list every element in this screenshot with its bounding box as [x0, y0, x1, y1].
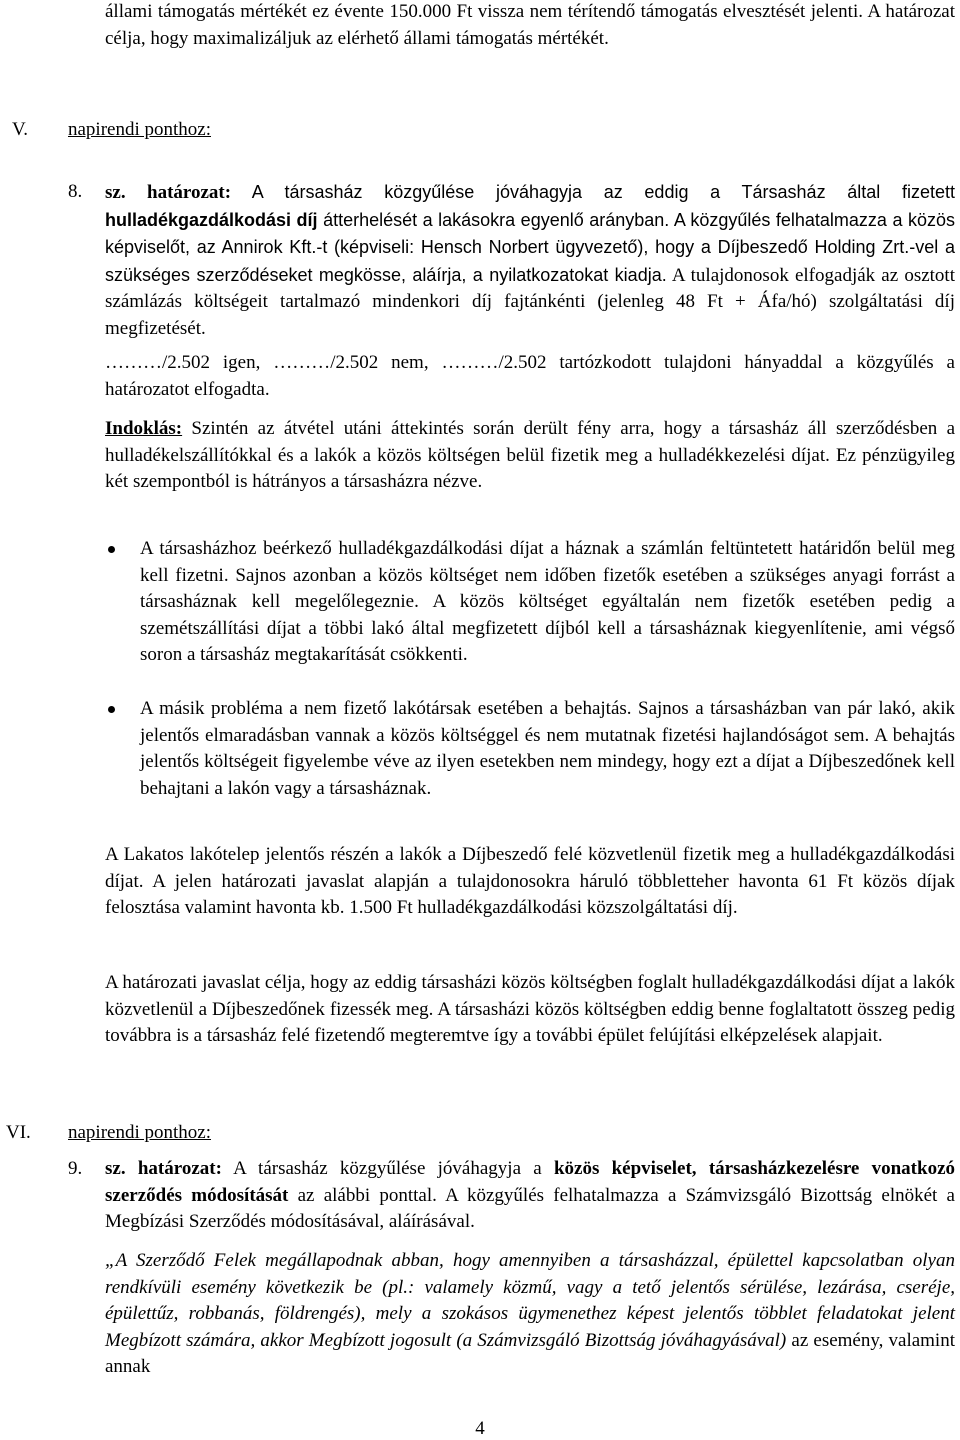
section-5-number: V.: [12, 119, 29, 140]
intro-line-2: jelenti. A határozat célja, hogy maximalizáljuk az elérhető állami támogatás mértékét.: [105, 1, 956, 49]
bullet-item-1: A társasházhoz beérkező hulladékgazdálkodási díjat a háznak a számlán feltüntetett határidőn belül meg kell fizetni. Sajnos azonban a közös költséget nem időben fizetők esetében a szükséges anyagi forrást a társasháznak kell megelőlegeznie. A közös költséget egyáltalán nem fizetők esetében pedig a szemétszállítási díjat a többi lakó által megfizetett díjból kell a társasháznak kiegyenlítenie, ami végső soron a társasház megtakarítását csökkenti.: [140, 538, 955, 665]
quote-tail: az esemény, valamint annak: [105, 1329, 955, 1377]
lakatos-paragraph: A Lakatos lakótelep jelentős részén a lakók a Díjbeszedő felé közvetlenül fizetik meg a hulladékgazdálkodási díjat. A jelen határozati javaslat alapján a tulajdonosokra háruló többletteher havonta 61 Ft közös díjak felosztása valamint havonta kb. 1.500 Ft hulladékgazdálkodási közszolgáltatási díj.: [105, 844, 955, 918]
intro-paragraph: [105, 0, 955, 52]
resolution-8-number: 8.: [68, 181, 83, 202]
resolution-8-text-1: A társasház közgyűlése jóváhagyja az eddig a Társasház által fizetett: [231, 182, 955, 202]
reasoning-paragraph: [105, 416, 955, 496]
contract-quote-paragraph: [105, 1248, 955, 1381]
bullet-dot-2: [108, 706, 115, 713]
resolution-8-fee-name: hulladékgazdálkodási díj: [105, 209, 318, 230]
quote-italic-text: „A Szerződő Felek megállapodnak abban, hogy amennyiben a társasházzal, épülettel kapcsolatban olyan rendkívüli esemény következik be (pl.: valamely közmű, vagy a tető jelentős sérülése, lezárása, cseréje, épülettűz, robbanás, földrengés), mely a szokásos ügymenethez képest jelentős többlet feladatokat jelent Megbízott számára, akkor Megbízott jogosult: [105, 1250, 955, 1351]
resolution-8-text-3: A közgyűlés felhatalmazza a közös képviselőt, az Annirok Kft.-t (képviseli: Hensch Norbert ügyvezető), hogy a Díjbeszedő Holding Zrt.-vel a szükséges szerződéseket megkösse, aláírja, a nyilatkozatokat kiadja.: [105, 209, 955, 285]
quote-parenthetical: (a Számvizsgáló Bizottság jóváhagyásával): [456, 1329, 787, 1351]
page-number: 4: [475, 1418, 485, 1439]
resolution-9-number: 9.: [68, 1158, 83, 1179]
reasoning-label: Indoklás:: [105, 418, 183, 439]
resolution-9-bold-phrase: közös képviselet, társasházkezelésre vonatkozó szerződés módosítását: [105, 1158, 956, 1206]
section-6-title: napirendi ponthoz:: [68, 1122, 211, 1143]
resolution-8-paragraph: [105, 179, 955, 342]
section-5-title: napirendi ponthoz:: [68, 119, 211, 140]
section-6-number: VI.: [6, 1122, 31, 1143]
resolution-8-label: sz. határozat:: [105, 182, 232, 203]
purpose-paragraph: A határozati javaslat célja, hogy az eddig társasházi közös költségben foglalt hulladékgazdálkodási díjat a lakók közvetlenül a Díjbeszedőnek fizessék meg. A társasházi közös költségben eddig benne foglaltatott összeg pedig továbbra is a társasház felé fizetendő megteremtve így a további épület felújítási elképzelések alapjait.: [105, 972, 955, 1046]
resolution-9-label: sz. határozat:: [105, 1158, 222, 1179]
bullet-dot-1: [108, 546, 115, 553]
reasoning-text: Szintén az átvétel utáni áttekintés során derült fény arra, hogy a társasház áll szerződésben a hulladékelszállítókkal és a lakók a közös költségen belül fizetik meg a hulladékkezelési díjat. Ez pénzügyileg két szempontból is hátrányos a társasházra nézve.: [105, 418, 955, 492]
resolution-9-paragraph: [105, 1156, 955, 1236]
bullet-item-2: A másik probléma a nem fizető lakótársak esetében a behajtás. Sajnos a társasházban van pár lakó, akik jelentős elmaradásban vannak a közös költséggel és nem mutatnak fizetési hajlandóságot sem. A behajtás jelentős költségeit figyelembe véve az ilyen esetekben nem mindegy, hogy ezt a díjat a Díjbeszedőnek kell behajtani a lakón vagy a társasháznak.: [140, 698, 955, 799]
resolution-9-text-1: A társasház közgyűlése jóváhagyja a: [221, 1158, 554, 1179]
resolution-8-text-2: átterhelését a lakásokra egyenlő arányban.: [317, 209, 670, 230]
resolution-9-text-2: az alábbi ponttal. A közgyűlés felhatalmazza a Számvizsgáló Bizottság elnökét a Megbízási Szerződés módosításával, aláírásával.: [105, 1184, 955, 1232]
resolution-8-text-4: A tulajdonosok elfogadják az osztott számlázás költségeit tartalmazó mindenkori díj fajtánkénti (jelenleg 48 Ft + Áfa/hó) szolgáltatási díj megfizetését.: [105, 264, 955, 339]
intro-line-1: állami támogatás mértékét ez évente 150.000 Ft vissza nem térítendő támogatás elvesztését: [105, 1, 806, 22]
vote-paragraph: ………/2.502 igen, ………/2.502 nem, ………/2.502 tartózkodott tulajdoni hányaddal a közgyűlés a határozatot elfogadta.: [105, 352, 955, 400]
